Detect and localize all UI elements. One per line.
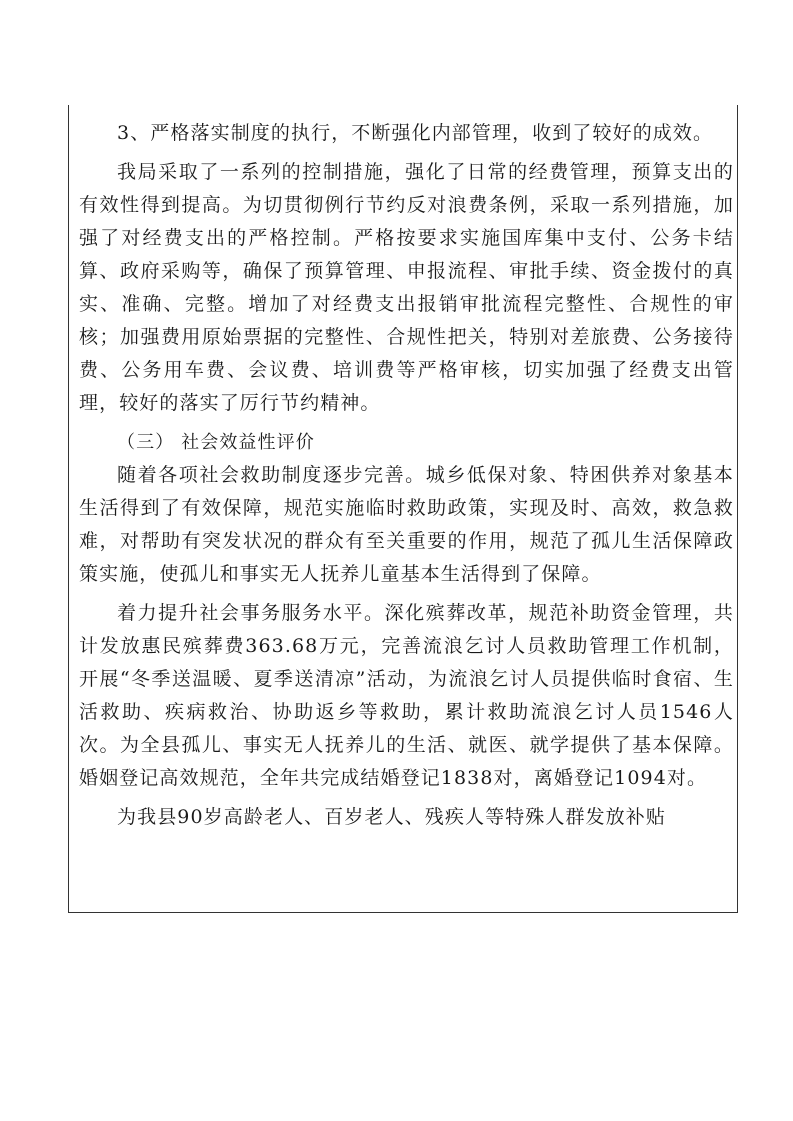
paragraph-system-implementation: 3、严格落实制度的执行，不断强化内部管理，收到了较好的成效。	[117, 122, 714, 144]
paragraph-social-affairs: 着力提升社会事务服务水平。深化殡葬改革，规范补助资金管理，共计发放惠民殡葬费363.68万元，完善流浪乞讨人员救助管理工作机制，开展“冬季送温暖、夏季送清凉”活动，为流浪乞讨人员提供临时食宿、生活救助、疾病救治、协助返乡等救助，累计救助流浪乞讨人员1546人次。为全县孤儿、事实无人抚养儿的生活、就医、就学提供了基本保障。婚姻登记高效规范，全年共完成结婚登记1838对，离婚登记1094对。	[79, 602, 734, 789]
paragraph-special-groups-subsidy: 为我县90岁高龄老人、百岁老人、残疾人等特殊人群发放补贴	[117, 806, 666, 828]
paragraph-expense-control: 我局采取了一系列的控制措施，强化了日常的经费管理，预算支出的有效性得到提高。为切贯彻例行节约反对浪费条例，采取一系列措施，加强了对经费支出的严格控制。严格按要求实施国库集中支付、公务卡结算、政府采购等，确保了预算管理、申报流程、审批手续、资金拨付的真实、准确、完整。增加了对经费支出报销审批流程完整性、合规性的审核；加强费用原始票据的完整性、合规性把关，特别对差旅费、公务接待费、公务用车费、会议费、培训费等严格审核，切实加强了经费支出管理，较好的落实了厉行节约精神。	[79, 161, 734, 414]
document-body	[79, 117, 734, 834]
paragraph-social-assistance: 随着各项社会救助制度逐步完善。城乡低保对象、特困供养对象基本生活得到了有效保障，规范实施临时救助政策，实现及时、高效，救急救难，对帮助有突发状况的群众有至关重要的作用，规范了孤儿生活保障政策实施，使孤儿和事实无人抚养儿童基本生活得到了保障。	[79, 464, 734, 585]
section-heading-social-benefit: （三） 社会效益性评价	[117, 432, 315, 453]
